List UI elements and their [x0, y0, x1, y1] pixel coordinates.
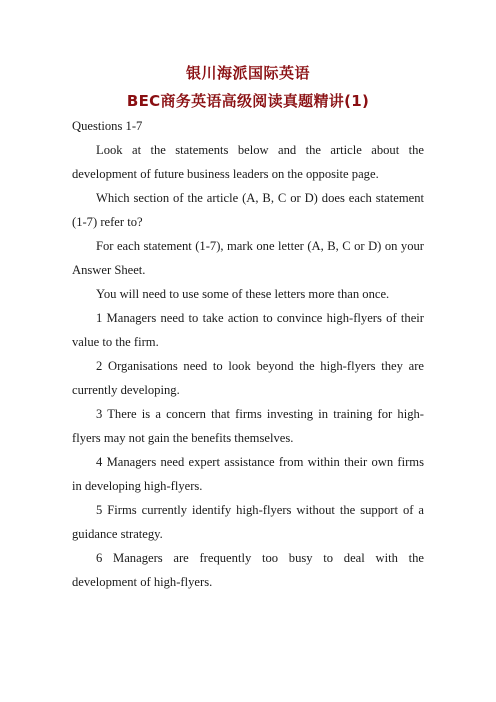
statement-2: 2 Organisations need to look beyond the high-flyers they are currently developing.	[72, 359, 424, 397]
statement-4: 4 Managers need expert assistance from within their own firms in developing high-flyers.	[72, 455, 424, 493]
instruction-paragraph-3: For each statement (1-7), mark one letter (A, B, C or D) on your Answer Sheet.	[72, 239, 424, 277]
instruction-paragraph-2: Which section of the article (A, B, C or D) does each statement (1-7) refer to?	[72, 191, 424, 229]
instruction-paragraph-1: Look at the statements below and the article about the development of future business leaders on the opposite page.	[72, 143, 424, 181]
statement-1: 1 Managers need to take action to convince high-flyers of their value to the firm.	[72, 311, 424, 349]
document-title-subject: BEC商务英语高级阅读真题精讲(1)	[126, 92, 370, 110]
statement-3: 3 There is a concern that firms investing in training for high-flyers may not gain the benefits themselves.	[72, 407, 424, 445]
questions-heading: Questions 1-7	[72, 119, 143, 133]
instruction-paragraph-4: You will need to use some of these letters more than once.	[96, 287, 390, 301]
document-title-school: 银川海派国际英语	[185, 64, 310, 82]
statement-5: 5 Firms currently identify high-flyers without the support of a guidance strategy.	[72, 503, 424, 541]
statement-6: 6 Managers are frequently too busy to deal with the development of high-flyers.	[72, 551, 424, 589]
